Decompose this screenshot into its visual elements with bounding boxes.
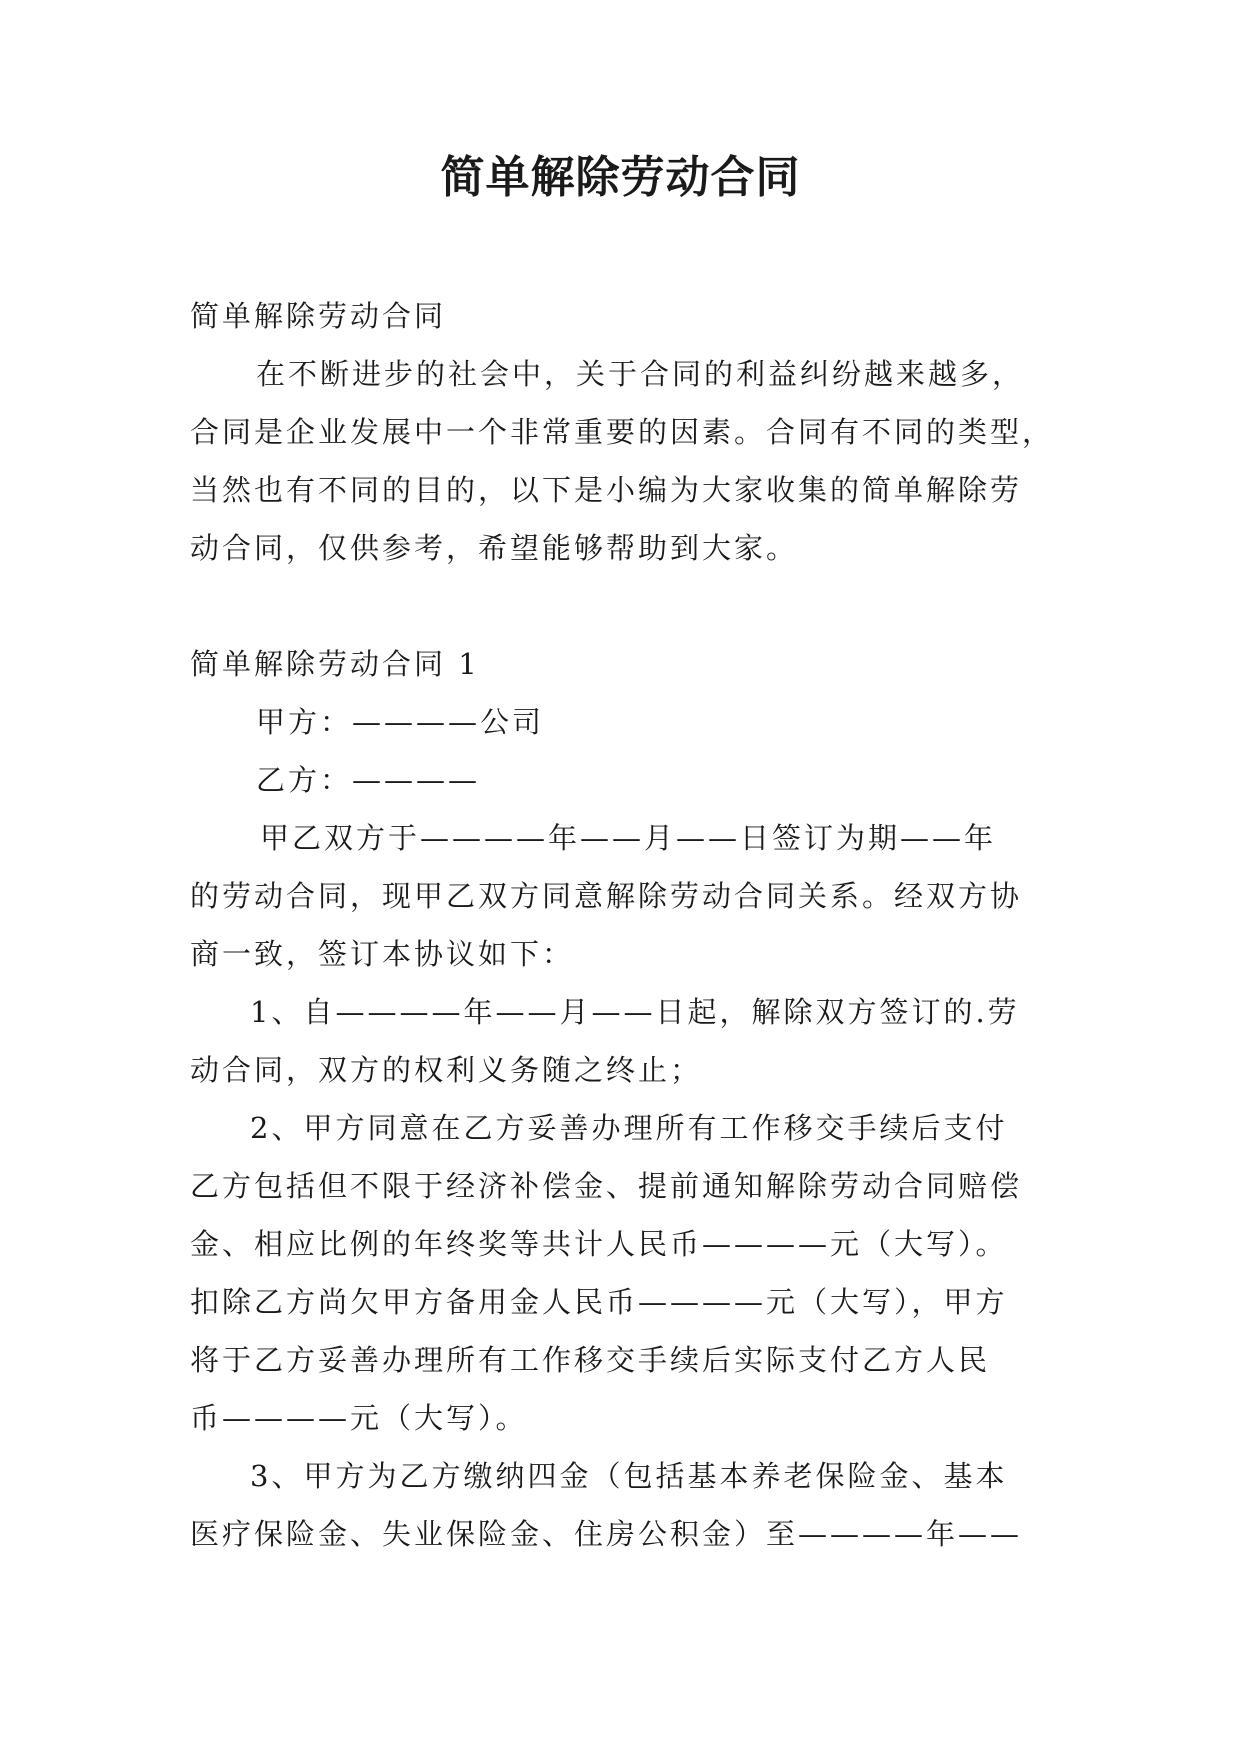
clause-3-line: 医疗保险金、失业保险金、住房公积金）至————年—— xyxy=(190,1517,1023,1551)
intro-paragraph-line: 在不断进步的社会中，关于合同的利益纠纷越来越多， xyxy=(256,357,1025,391)
intro-paragraph-line: 当然也有不同的目的，以下是小编为大家收集的简单解除劳 xyxy=(190,473,1023,507)
preamble-line: 的劳动合同，现甲乙双方同意解除劳动合同关系。经双方协 xyxy=(190,879,1023,913)
clause-2-line: 币————元（大写）。 xyxy=(190,1401,528,1435)
clause-2-line: 扣除乙方尚欠甲方备用金人民币————元（大写），甲方 xyxy=(190,1285,1008,1319)
clause-1-line: 动合同，双方的权利义务随之终止； xyxy=(190,1053,703,1087)
section-spacer xyxy=(190,577,1065,635)
party-b-line: 乙方：———— xyxy=(256,763,481,797)
document-title: 简单解除劳动合同 xyxy=(440,152,801,203)
intro-paragraph-line: 合同是企业发展中一个非常重要的因素。合同有不同的类型， xyxy=(190,415,1055,449)
section-heading: 简单解除劳动合同 1 xyxy=(190,647,480,681)
document-body xyxy=(190,287,1065,1563)
clause-2-line: 将于乙方妥善办理所有工作移交手续后实际支付乙方人民 xyxy=(190,1343,991,1377)
clause-2-line: 2、甲方同意在乙方妥善办理所有工作移交手续后支付 xyxy=(250,1111,1008,1145)
party-a-line: 甲方：————公司 xyxy=(256,705,545,739)
intro-paragraph-line: 动合同，仅供参考，希望能够帮助到大家。 xyxy=(190,531,799,565)
clause-2-line: 金、相应比例的年终奖等共计人民币————元（大写）。 xyxy=(190,1227,1008,1261)
clause-1-line: 1、自————年——月——日起，解除双方签订的.劳 xyxy=(250,995,1020,1029)
preamble-line: 商一致，签订本协议如下： xyxy=(190,937,575,971)
preamble-line: 甲乙双方于————年——月——日签订为期——年 xyxy=(260,821,997,855)
intro-heading: 简单解除劳动合同 xyxy=(190,299,447,333)
clause-2-line: 乙方包括但不限于经济补偿金、提前通知解除劳动合同赔偿 xyxy=(190,1169,1023,1203)
clause-3-line: 3、甲方为乙方缴纳四金（包括基本养老保险金、基本 xyxy=(250,1459,1008,1493)
